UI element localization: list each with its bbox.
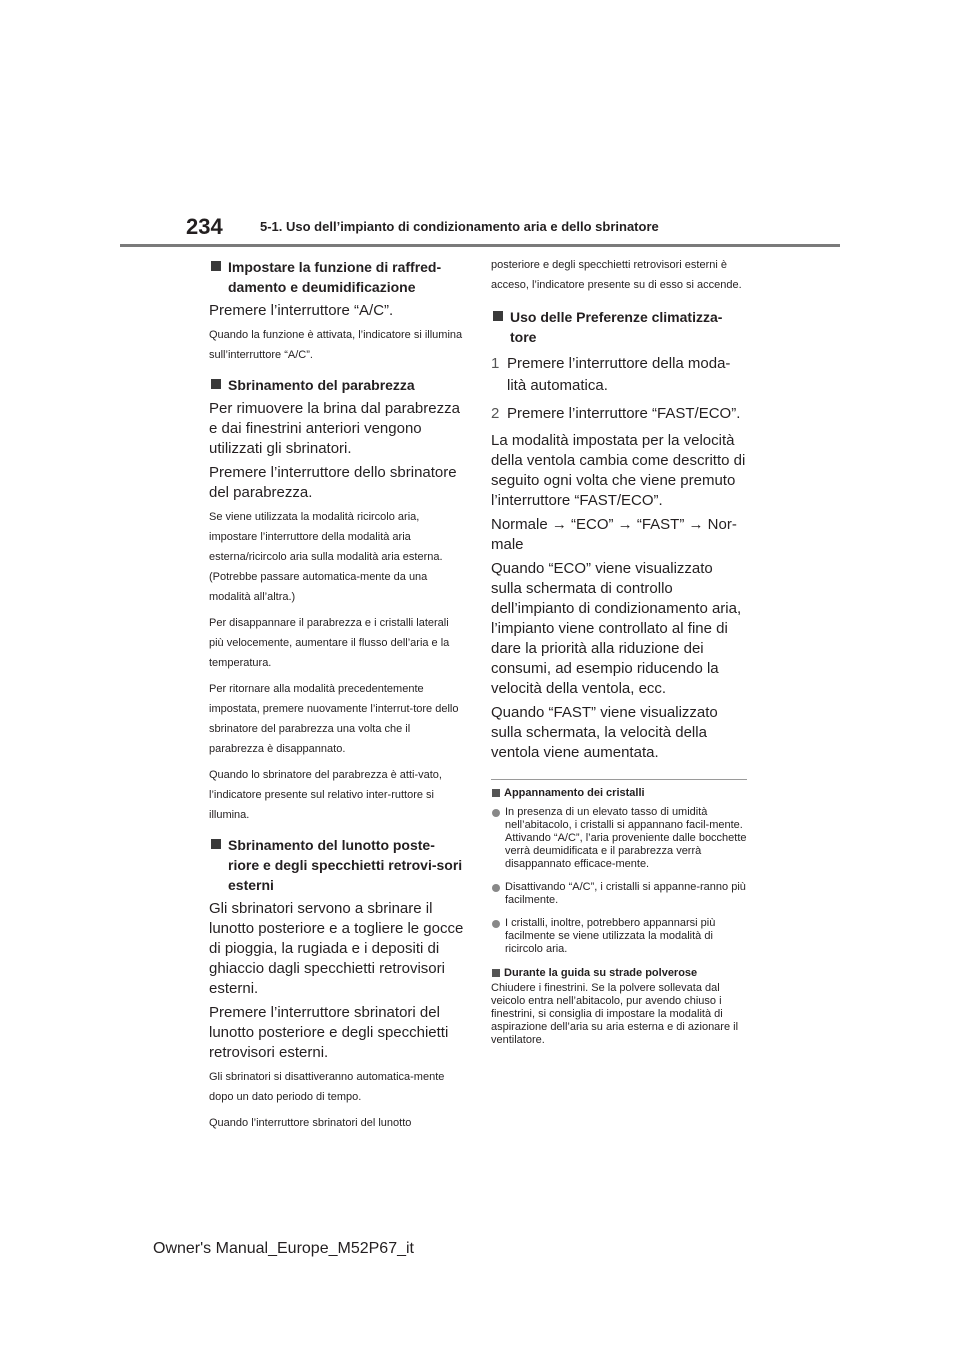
rear-body-1: Gli sbrinatori servono a sbrinare il lunotto posteriore e a togliere le gocce di pioggia, la rugiada e i depositi di ghiaccio dagli specchietti retrovisori esterni. [209,900,464,997]
header-rule [120,244,840,247]
heading-dusty-roads: Durante la guida su strade polverose [491,966,747,980]
rear-note-2: Quando l’interruttore sbrinatori del lunotto [209,1117,412,1129]
prefs-body-4: Quando “FAST” viene visualizzato sulla schermata, la velocità della ventola viene aumentata. [491,704,718,761]
heading-rear-defrost: Sbrinamento del lunotto poste-riore e degli specchietti retrovi-sori esterni [209,835,465,895]
notes-divider [491,779,747,780]
fogging-bullet-2: Disattivando “A/C”, i cristalli si appanne-ranno più facilmente. [491,881,747,907]
windshield-body-1: Per rimuovere la brina dal parabrezza e dai finestrini anteriori vengono utilizzati gli sbrinatori. [209,400,460,457]
left-column [209,255,465,1139]
windshield-note-2: Per disappannare il parabrezza e i cristalli laterali più velocemente, aumentare il flusso dell’aria e la temperatura. [209,617,450,669]
step-text: Premere l’interruttore “FAST/ECO”. [507,405,741,422]
prefs-body-2: Normale → “ECO” → “FAST” → Nor-male [491,516,737,553]
fogging-bullet-3: I cristalli, inoltre, potrebbero appannarsi più facilmente se viene utilizzata la modalità di ricircolo aria. [491,917,747,956]
right-column [491,255,747,1047]
footer-manual-id: Owner's Manual_Europe_M52P67_it [153,1240,414,1257]
cooling-body: Premere l’interruttore “A/C”. [209,302,394,319]
rear-note-1: Gli sbrinatori si disattiveranno automatica-mente dopo un dato periodo di tempo. [209,1071,445,1103]
rear-note-continued: posteriore e degli specchietti retrovisori esterni è acceso, l’indicatore presente su di esso si accende. [491,259,742,291]
windshield-note-3: Per ritornare alla modalità precedentemente impostata, premere nuovamente l’interrut-tore dello sbrinatore del parabrezza una volta che il parabrezza è disappannato. [209,683,459,755]
section-title: 5-1. Uso dell’impianto di condizionamento aria e dello sbrinatore [260,219,659,234]
heading-fogging: Appannamento dei cristalli [491,786,747,800]
page-number: 234 [186,214,223,239]
step-number: 1 [491,355,500,372]
fogging-bullet-1: In presenza di un elevato tasso di umidità nell’abitacolo, i cristalli si appannano facil-mente. Attivando “A/C”, l’aria proveniente dalle bocchette verrà deumidificata e il parabrezza verrà disappannato efficace-mente. [491,806,747,871]
windshield-note-1: Se viene utilizzata la modalità ricircolo aria, impostare l’interruttore della modalità aria esterna/ricircolo aria sulla modalità aria esterna. (Potrebbe passare automatica-mente da una modalità all’altra.) [209,511,443,603]
step-number: 2 [491,405,500,422]
heading-cooling: Impostare la funzione di raffred-damento e deumidificazione [209,257,465,297]
rear-body-2: Premere l’interruttore sbrinatori del lunotto posteriore e degli specchietti retrovisori esterni. [209,1004,449,1061]
prefs-body-3: Quando “ECO” viene visualizzato sulla schermata di controllo dell’impianto di condizionamento aria, l’impianto viene controllato al fine di dare la priorità alla riduzione dei consumi, ad esempio riducendo la velocità della ventola, ecc. [491,560,742,697]
windshield-body-2: Premere l’interruttore dello sbrinatore del parabrezza. [209,464,457,501]
step-text: Premere l’interruttore della moda-lità automatica. [507,355,731,394]
cooling-note: Quando la funzione è attivata, l’indicatore si illumina sull’interruttore “A/C”. [209,329,463,361]
dusty-roads-text: Chiudere i finestrini. Se la polvere sollevata dal veicolo entra nell’abitacolo, pur avendo chiuso i finestrini, si consiglia di impostare la modalità di aspirazione dell’aria su aria esterna e di azionare il ventilatore. [491,982,739,1046]
step-2 [491,403,747,425]
windshield-note-4: Quando lo sbrinatore del parabrezza è atti-vato, l’indicatore presente sul relativo inter-ruttore si illumina. [209,769,442,821]
heading-windshield-defrost: Sbrinamento del parabrezza [209,375,465,395]
step-1 [491,353,747,397]
prefs-body-1: La modalità impostata per la velocità della ventola cambia come descritto di seguito ogni volta che viene premuto l’interruttore “FAST/ECO”. [491,432,746,509]
heading-climate-preferences: Uso delle Preferenze climatizza-tore [491,307,747,347]
